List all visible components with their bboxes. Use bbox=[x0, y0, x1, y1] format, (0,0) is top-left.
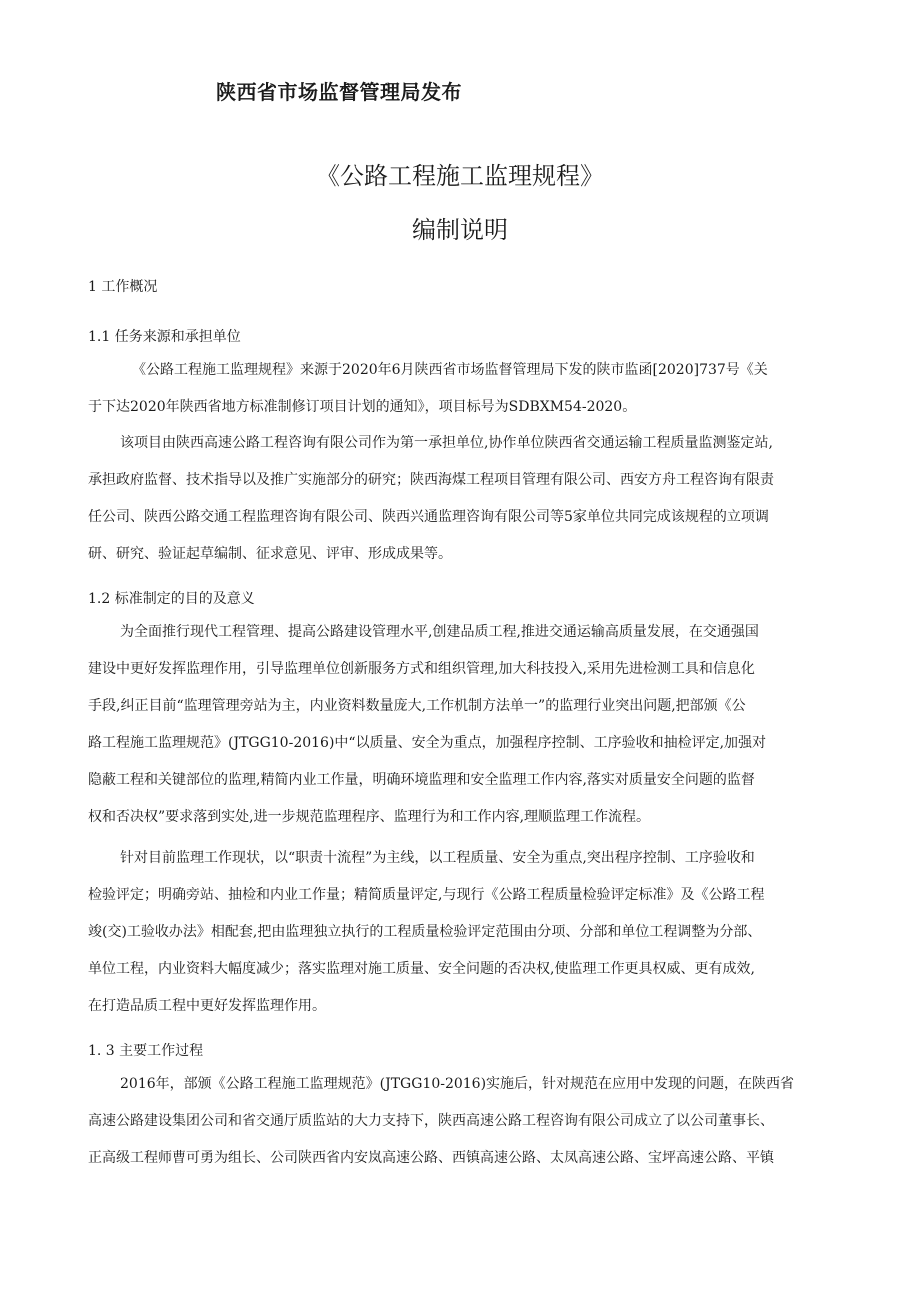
paragraph-line: 2016年，部颁《公路工程施工监理规范》(JTGG10-2016)实施后，针对规范在应用中发现的问题，在陕西省 bbox=[120, 1076, 795, 1092]
paragraph-line: 正高级工程师曹可勇为组长、公司陕西省内安岚高速公路、西镇高速公路、太凤高速公路、宝坪高速公路、平镇 bbox=[88, 1150, 774, 1166]
paragraph-process bbox=[88, 1066, 858, 1177]
paragraph-line: 路工程施工监理规范》(JTGG10-2016)中“以质量、安全为重点，加强程序控制、工序验收和抽检评定,加强对 bbox=[88, 735, 767, 751]
section-heading-1-1: 1.1 任务来源和承担单位 bbox=[88, 329, 241, 345]
paragraph-line: 竣(交)工验收办法》相配套,把由监理独立执行的工程质量检验评定范围由分项、分部和单位工程调整为分部、 bbox=[88, 924, 762, 940]
paragraph-purpose bbox=[88, 614, 858, 836]
paragraph-line: 隐蔽工程和关键部位的监理,精简内业工作量，明确环境监理和安全监理工作内容,落实对质量安全问题的监督 bbox=[88, 772, 755, 788]
paragraph-units bbox=[88, 425, 858, 573]
paragraph-task-source bbox=[88, 352, 858, 426]
paragraph-approach bbox=[88, 840, 858, 1025]
publisher-line: 陕西省市场监督管理局发布 bbox=[216, 80, 462, 104]
section-heading-1-2: 1.2 标准制定的目的及意义 bbox=[88, 591, 255, 607]
paragraph-line: 针对目前监理工作现状，以“职责十流程”为主线，以工程质量、安全为重点,突出程序控制、工序验收和 bbox=[120, 850, 755, 866]
paragraph-line: 手段,纠正目前“监理管理旁站为主，内业资料数量庞大,工作机制方法单一”的监理行业突出问题,把部颁《公 bbox=[88, 698, 746, 714]
paragraph-line: 研、研究、验证起草编制、征求意见、评审、形成成果等。 bbox=[88, 546, 452, 562]
paragraph-line: 承担政府监督、技术指导以及推广实施部分的研究；陕西海煤工程项目管理有限公司、西安方舟工程咨询有限责 bbox=[88, 472, 774, 488]
paragraph-line: 在打造品质工程中更好发挥监理作用。 bbox=[88, 998, 326, 1014]
paragraph-line: 于下达2020年陕西省地方标准制修订项目计划的通知》，项目标号为SDBXM54-2020。 bbox=[88, 399, 637, 415]
document-subtitle: 编制说明 bbox=[412, 216, 508, 244]
document-title: 《公路工程施工监理规程》 bbox=[316, 162, 604, 190]
section-heading-1-3: 1. 3 主要工作过程 bbox=[88, 1043, 204, 1059]
paragraph-line: 检验评定；明确旁站、抽检和内业工作量；精简质量评定,与现行《公路工程质量检验评定标准》及《公路工程 bbox=[88, 887, 765, 903]
paragraph-line: 该项目由陕西高速公路工程咨询有限公司作为第一承担单位,协作单位陕西省交通运输工程质量监测鉴定站, bbox=[120, 435, 773, 451]
paragraph-line: 权和否决权”要求落到实处,进一步规范监理程序、监理行为和工作内容,理顺监理工作流程。 bbox=[88, 809, 651, 825]
paragraph-line: 高速公路建设集团公司和省交通厅质监站的大力支持下，陕西高速公路工程咨询有限公司成立了以公司董事长、 bbox=[88, 1113, 774, 1129]
paragraph-line: 建设中更好发挥监理作用，引导监理单位创新服务方式和组织管理,加大科技投入,采用先进检测工具和信息化 bbox=[88, 661, 755, 677]
paragraph-line: 单位工程，内业资料大幅度减少；落实监理对施工质量、安全问题的否决权,使监理工作更具权威、更有成效, bbox=[88, 961, 755, 977]
paragraph-line: 为全面推行现代工程管理、提高公路建设管理水平,创建品质工程,推进交通运输高质量发展，在交通强国 bbox=[120, 624, 759, 640]
paragraph-line: 任公司、陕西公路交通工程监理咨询有限公司、陕西兴通监理咨询有限公司等5家单位共同完成该规程的立项调 bbox=[88, 509, 769, 525]
paragraph-line: 《公路工程施工监理规程》来源于2020年6月陕西省市场监督管理局下发的陕市监函[2020]737号《关 bbox=[132, 362, 768, 378]
section-heading-1: 1 工作概况 bbox=[88, 279, 158, 295]
